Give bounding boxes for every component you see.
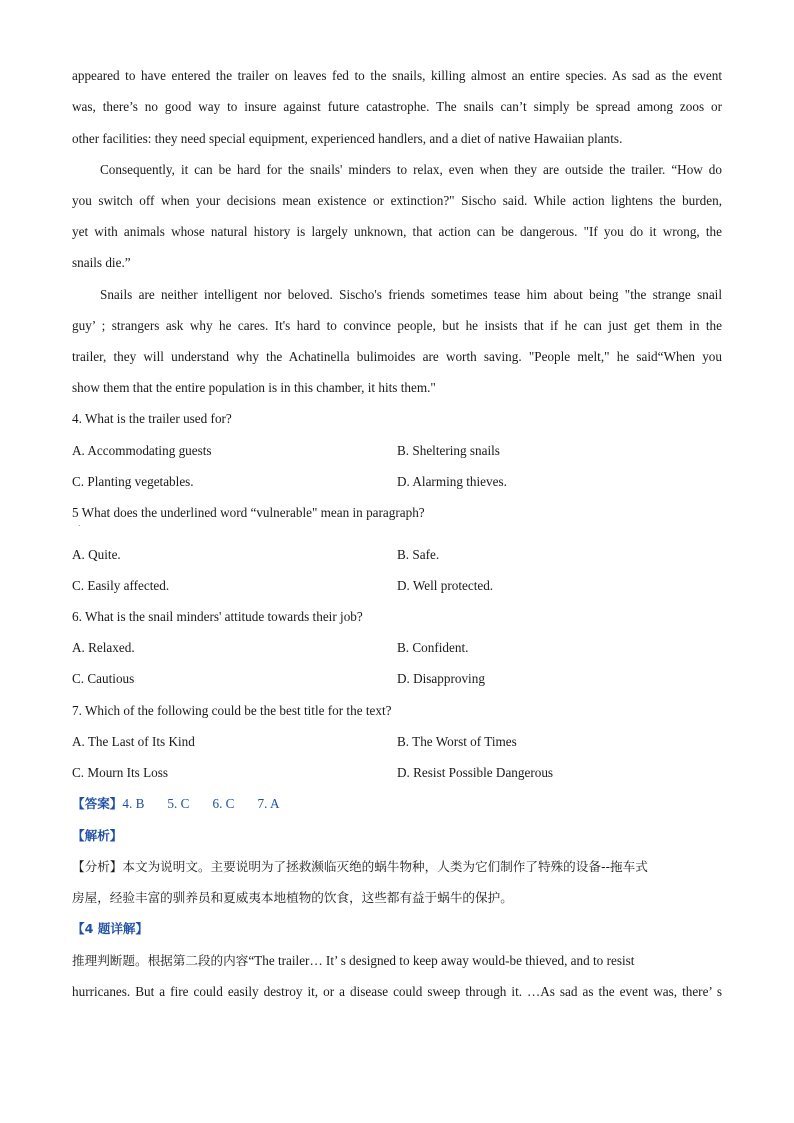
option-d: D. Well protected. <box>397 578 494 593</box>
stray-mark: · <box>78 522 81 530</box>
option-a: A. Relaxed. <box>72 640 135 655</box>
answer-text: 4. B 5. C 6. C 7. A <box>122 796 280 811</box>
option-c: C. Planting vegetables. <box>72 474 194 489</box>
question-stem: 6. What is the snail minders' attitude towards their job? <box>72 609 363 624</box>
option-c: C. Cautious <box>72 671 135 686</box>
option-b: B. The Worst of Times <box>397 734 517 749</box>
option-b: B. Confident. <box>397 640 469 655</box>
passage-line: was, there’s no good way to insure against future catastrophe. The snails can’t simply be spread among zoos or <box>72 99 722 114</box>
option-b: B. Safe. <box>397 547 440 562</box>
detail-heading: 【4 题详解】 <box>72 921 149 936</box>
passage-line: Consequently, it can be hard for the snails' minders to relax, even when they are outside the trailer. “How do <box>100 162 722 177</box>
option-a: A. Accommodating guests <box>72 443 212 458</box>
passage-line: appeared to have entered the trailer on leaves fed to the snails, killing almost an entire species. As sad as the event <box>72 68 722 83</box>
passage-line: trailer, they will understand why the Achatinella bulimoides are worth saving. "People melt," he said“When you <box>72 349 722 364</box>
option-d: D. Alarming thieves. <box>397 474 507 489</box>
passage-line: show them that the entire population is in this chamber, it hits them." <box>72 380 436 395</box>
option-a: A. Quite. <box>72 547 121 562</box>
passage-line: Snails are neither intelligent nor beloved. Sischo's friends sometimes tease him about being "the strange snail <box>100 287 722 302</box>
question-stem: 5 What does the underlined word “vulnerable" mean in paragraph? <box>72 505 425 520</box>
option-a: A. The Last of Its Kind <box>72 734 195 749</box>
analysis-text: 本文为说明文。主要说明为了拯救濒临灭绝的蜗牛物种，人类为它们制作了特殊的设备--拖车式 <box>122 859 648 874</box>
analysis-line <box>72 858 722 876</box>
analysis-heading: 【解析】 <box>72 828 123 843</box>
question-stem: 4. What is the trailer used for? <box>72 411 232 426</box>
detail-line: hurricanes. But a fire could easily destroy it, or a disease could sweep through it. …As sad as the event was, there’ s <box>72 984 722 999</box>
analysis-line: 房屋，经验丰富的驯养员和夏威夷本地植物的饮食，这些都有益于蜗牛的保护。 <box>72 890 513 905</box>
detail-line <box>72 952 722 970</box>
answer-label: 【答案】 <box>72 796 123 811</box>
question-stem: 7. Which of the following could be the best title for the text? <box>72 703 392 718</box>
option-b: B. Sheltering snails <box>397 443 500 458</box>
answer-line <box>72 795 722 813</box>
analysis-label: 【分析】 <box>72 859 123 874</box>
passage-line: snails die.” <box>72 255 131 270</box>
detail-text-cn: 推理判断题。根据第二段的内容 <box>72 953 249 968</box>
option-d: D. Disapproving <box>397 671 485 686</box>
passage-line: yet with animals whose natural history is largely unknown, that action can be dangerous. "If you do it wrong, the <box>72 224 722 239</box>
passage-line: guy’ ; strangers ask why he cares. It's hard to convince people, but he insists that if he can just get them in the <box>72 318 722 333</box>
option-d: D. Resist Possible Dangerous <box>397 765 554 780</box>
option-c: C. Mourn Its Loss <box>72 765 168 780</box>
passage-line: you switch off when your decisions mean existence or extinction?" Sischo said. While action lightens the burden, <box>72 193 722 208</box>
option-c: C. Easily affected. <box>72 578 170 593</box>
detail-text-en: “The trailer… It’ s designed to keep away would-be thieved, and to resist <box>248 953 635 968</box>
passage-line: other facilities: they need special equipment, experienced handlers, and a diet of native Hawaiian plants. <box>72 131 623 146</box>
